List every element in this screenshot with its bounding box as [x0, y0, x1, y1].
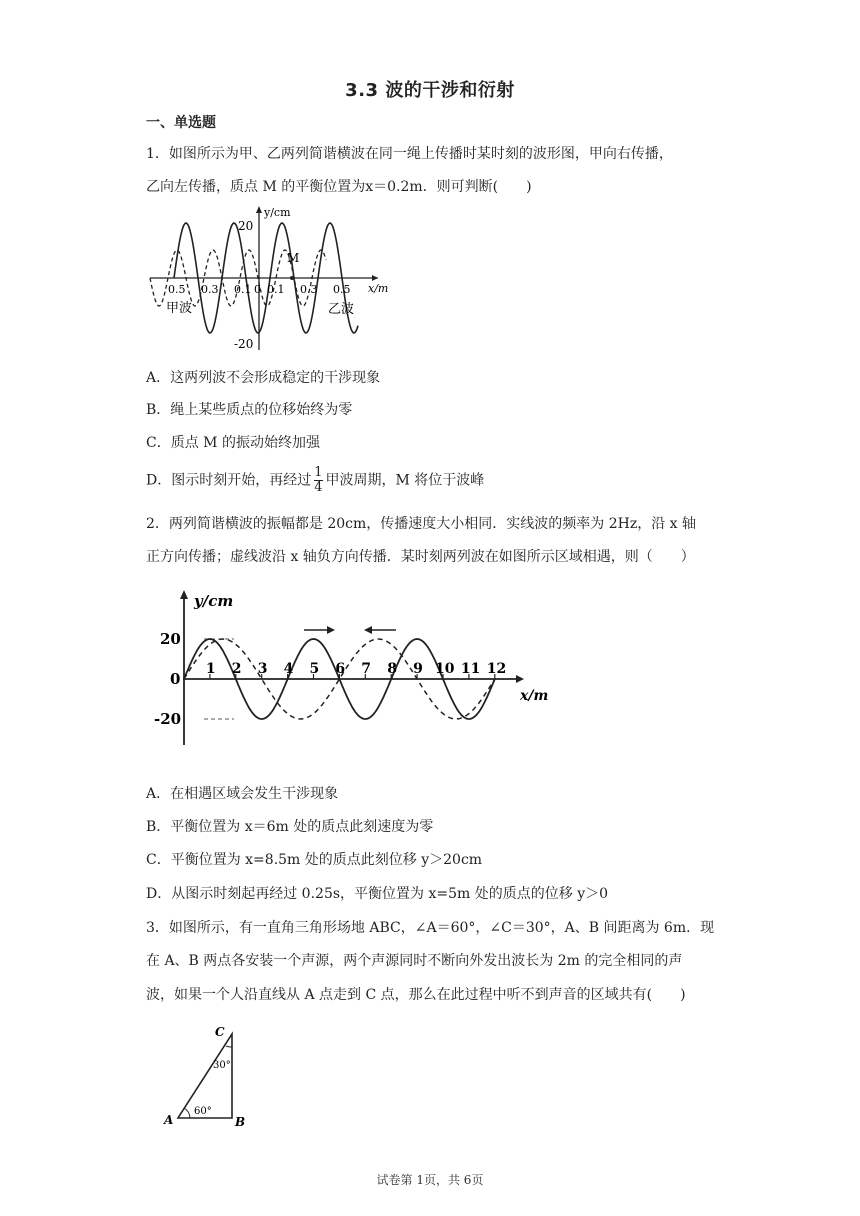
q2-x-tick-label: 1 [205, 661, 216, 677]
q1-x-arrow [372, 275, 378, 281]
page-title: 3.3 波的干涉和衍射 [345, 80, 515, 101]
q1-y-bottom: -20 [234, 337, 254, 351]
q2-x-tick-label: 11 [460, 661, 481, 677]
q2-x-tick-label: 7 [361, 661, 372, 677]
q2-option-a: A．在相遇区域会发生干涉现象 [146, 786, 339, 802]
q2-x-tick-label: 3 [257, 661, 268, 677]
q2-x-tick-label: 10 [435, 661, 455, 677]
q1-x-tick: 0.3 [300, 283, 318, 296]
q2-y-label: y/cm [194, 592, 234, 610]
q2-option-b: B．平衡位置为 x＝6m 处的质点此刻速度为零 [146, 819, 434, 835]
q3-label-b: B [235, 1115, 246, 1129]
q2-y-zero: 0 [170, 670, 181, 688]
q1-x-tick: 0.3 [201, 283, 219, 296]
q2-x-tick-label: 4 [283, 661, 294, 677]
q2-x-tick-label: 12 [486, 661, 507, 677]
q2-y-arrow [180, 590, 188, 599]
q1-option-c: C．质点 M 的振动始终加强 [146, 435, 320, 451]
page-footer: 试卷第 1页，共 6页 [376, 1173, 484, 1187]
q2-x-tick-label: 8 [387, 661, 397, 677]
q1-option-d-suffix: 甲波周期，M 将位于波峰 [325, 472, 485, 489]
q3-angle-a-arc [184, 1108, 190, 1118]
q3-text-line2: 在 A、B 两点各安装一个声源，两个声源同时不断向外发出波长为 2m 的完全相同的声 [146, 953, 683, 969]
q2-x-arrow [516, 675, 524, 683]
q1-x-label: x/m [368, 282, 389, 295]
q2-y-top: 20 [160, 630, 181, 648]
q3-angle-c-label: 30° [213, 1060, 231, 1071]
q1-point-m [290, 276, 294, 280]
q3-label-c: C [215, 1025, 225, 1039]
q2-wave-figure [146, 580, 566, 780]
q2-option-d: D．从图示时刻起再经过 0.25s，平衡位置为 x=5m 处的质点的位移 y＞0 [146, 886, 609, 902]
q2-text-line2: 正方向传播；虚线波沿 x 轴负方向传播．某时刻两列波在如图所示区域相遇，则（ ） [146, 549, 695, 565]
fraction-numerator: 1 [314, 465, 323, 480]
q2-x-label: x/m [520, 688, 549, 704]
q2-y-bottom: -20 [154, 710, 182, 728]
q2-option-c: C．平衡位置为 x=8.5m 处的质点此刻位移 y＞20cm [146, 852, 483, 868]
q2-x-tick-label: 9 [413, 661, 423, 677]
q2-x-tick-label: 6 [335, 661, 346, 677]
q1-wave-left-label: 甲波 [166, 301, 193, 316]
q1-x-tick: 0 [254, 283, 261, 296]
q1-wave-right-label: 乙波 [328, 302, 355, 317]
fraction-denominator: 4 [314, 480, 323, 495]
q1-x-tick: 0.1 [234, 283, 252, 296]
q2-x-tick-label: 5 [309, 661, 320, 677]
q1-option-d-fraction [314, 466, 322, 495]
q1-x-tick: 0.5 [333, 283, 351, 296]
q1-option-d [146, 466, 484, 495]
q1-y-label: y/cm [264, 206, 291, 219]
q1-y-top: 20 [238, 219, 254, 233]
q1-text-line1: 1．如图所示为甲、乙两列简谐横波在同一绳上传播时某时刻的波形图，甲向右传播， [146, 146, 673, 162]
q2-left-arrowhead [364, 626, 372, 634]
q3-text-line3: 波，如果一个人沿直线从 A 点走到 C 点，那么在此过程中听不到声音的区域共有( ) [146, 987, 686, 1003]
q1-option-d-prefix: D．图示时刻开始，再经过 [146, 472, 312, 489]
q1-option-a: A．这两列波不会形成稳定的干涉现象 [146, 370, 381, 386]
q1-wave-figure [146, 200, 396, 355]
q3-angle-c-arc [226, 1046, 232, 1047]
q3-text-line1: 3．如图所示，有一直角三角形场地 ABC，∠A＝60°，∠C＝30°，A、B 间距离为 6m．现 [146, 920, 715, 936]
q3-label-a: A [164, 1113, 174, 1127]
q1-y-arrow [256, 206, 262, 213]
q2-text-line1: 2．两列简谐横波的振幅都是 20cm，传播速度大小相同．实线波的频率为 2Hz，沿 x 轴 [146, 516, 697, 532]
q3-angle-a-label: 60° [194, 1106, 212, 1117]
q1-option-b: B．绳上某些质点的位移始终为零 [146, 402, 353, 418]
section-heading: 一、单选题 [146, 115, 216, 131]
q1-x-tick: 0.5 [168, 283, 186, 296]
q2-right-arrowhead [327, 626, 335, 634]
q1-point-m-label: M [287, 251, 300, 265]
q3-triangle-figure [160, 1022, 260, 1132]
q1-x-tick: 0.1 [267, 283, 285, 296]
q1-text-line2: 乙向左传播，质点 M 的平衡位置为x＝0.2m．则可判断( ) [146, 179, 532, 195]
q2-x-tick-label: 2 [231, 661, 242, 677]
